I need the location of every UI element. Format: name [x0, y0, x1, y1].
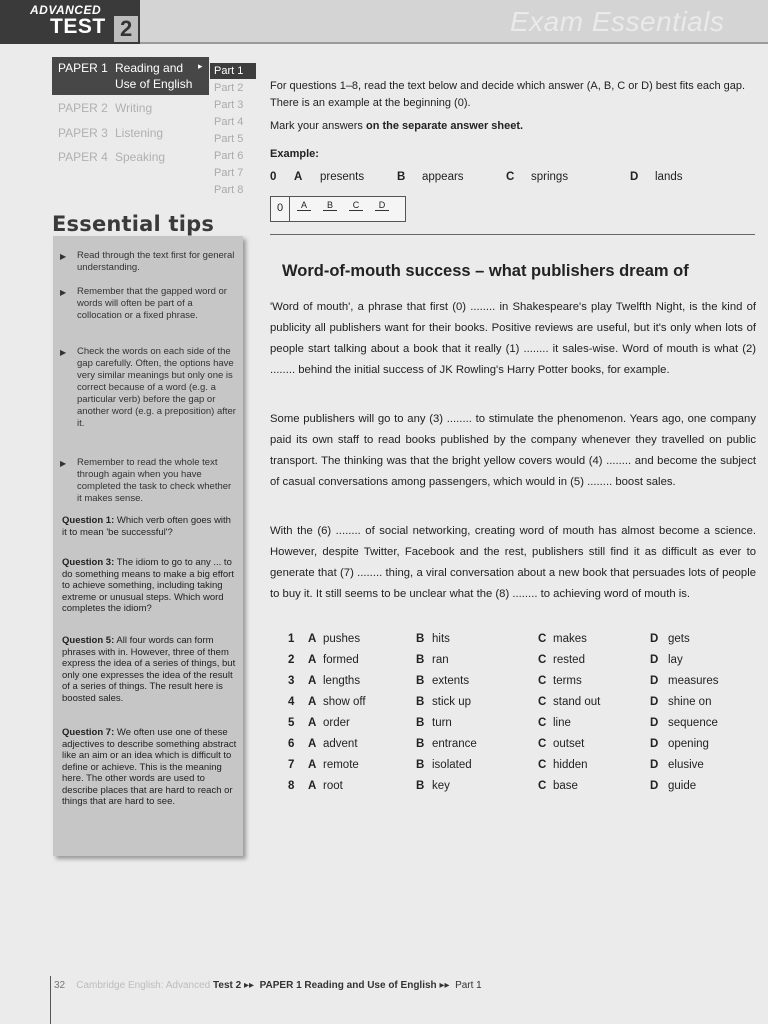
part-5-item[interactable]: Part 5	[214, 133, 244, 145]
test-number: 2	[120, 16, 133, 41]
option-c: terms	[553, 675, 582, 687]
tip-2: Remember that the gapped word or words will often be part of a collocation or a fixed phrase.	[77, 286, 227, 321]
option-letter-d: D	[650, 738, 659, 750]
option-letter-c: C	[538, 780, 547, 792]
option-letter-d: D	[650, 717, 659, 729]
question-number: 6	[288, 738, 295, 750]
option-letter-b: B	[416, 717, 425, 729]
question-note-3-label: Question 3:	[62, 557, 115, 568]
question-number: 5	[288, 717, 295, 729]
question-number: 4	[288, 696, 295, 708]
footer-book: Cambridge English: Advanced	[76, 980, 211, 991]
example-option-a: presents	[320, 171, 365, 183]
article-paragraph-1: 'Word of mouth', a phrase that first (0) ........ in Shakespeare's play Twelfth Night, is the kind of publicity all publishers want for their books. Positive reviews are useful, but it's only when lots of people start talking about a book that it really (1) ........ it sales-wise. Word of mouth is what (2) ........ behind the initial success of JK Rowling's Harry Potter books, for example.	[270, 301, 756, 376]
part-4-item[interactable]: Part 4	[214, 116, 244, 128]
option-letter-b: B	[416, 759, 425, 771]
footer-test: Test 2	[213, 980, 242, 991]
advanced-label: ADVANCED	[30, 3, 102, 17]
footer-paper-name: Reading and Use of English	[304, 980, 437, 991]
answer-box-option-a: A	[297, 200, 311, 211]
option-a: advent	[323, 738, 358, 750]
question-number: 3	[288, 675, 295, 687]
article-title: Word-of-mouth success – what publishers dream of	[282, 262, 689, 280]
paper-4-item[interactable]	[58, 150, 208, 164]
option-c: stand out	[553, 696, 601, 708]
option-d: shine on	[668, 696, 712, 708]
tip-4: Remember to read the whole text through again when you have completed the task to check whether it makes sense.	[77, 457, 232, 504]
option-a: formed	[323, 654, 359, 666]
option-letter-c: C	[538, 759, 547, 771]
page-number: 32	[54, 980, 66, 991]
answer-box-option-d: D	[375, 200, 389, 211]
option-a: lengths	[323, 675, 361, 687]
option-letter-b: B	[416, 675, 425, 687]
answer-row	[288, 696, 758, 716]
option-letter-a: A	[308, 633, 317, 645]
bullet-icon: ▶	[60, 252, 67, 261]
option-letter-a: A	[308, 759, 317, 771]
mark-answers-prefix: Mark your answers	[270, 120, 366, 132]
arrow-right-icon: ▸	[198, 61, 203, 71]
option-c: hidden	[553, 759, 588, 771]
tip-3: Check the words on each side of the gap carefully. Often, the options have very similar meanings but only one is correct because of a word (e.g. a particular verb) before the gap or another word (e.g. a preposition) after it.	[77, 346, 236, 429]
question-note-7	[62, 727, 238, 808]
paper-2-label: PAPER 2	[58, 101, 108, 115]
example-option-d: lands	[655, 171, 683, 183]
answer-row	[288, 654, 758, 674]
paper-1-name: Reading and Use of English	[115, 61, 193, 91]
option-letter-a: A	[308, 675, 317, 687]
bullet-icon: ▶	[60, 288, 67, 297]
paper-4-label: PAPER 4	[58, 150, 108, 164]
answer-box-divider	[289, 197, 290, 221]
option-d: guide	[668, 780, 697, 792]
question-note-5-text: All four words can form phrases with in. However, three of them express the idea of a series of things, but only one expresses the idea of the result of a series of things. The result here is boosted sales.	[62, 635, 236, 704]
part-2-item[interactable]: Part 2	[214, 82, 244, 94]
option-a: remote	[323, 759, 359, 771]
question-note-5-label: Question 5:	[62, 635, 115, 646]
option-letter-c: C	[538, 717, 547, 729]
option-letter-c: C	[538, 738, 547, 750]
option-c: rested	[553, 654, 585, 666]
paper-3-item[interactable]	[58, 126, 208, 140]
option-b: hits	[432, 633, 450, 645]
example-letter-a: A	[294, 171, 303, 183]
option-a: order	[323, 717, 350, 729]
question-note-3	[62, 557, 238, 615]
answer-box-option-b: B	[323, 200, 337, 211]
option-b: stick up	[432, 696, 471, 708]
question-number: 1	[288, 633, 295, 645]
question-note-3-text: The idiom to go to any ... to do something means to make a big effort to achieve something, including taking extreme or unusual steps. Which word completes the idiom?	[62, 557, 234, 614]
example-letter-c: C	[506, 171, 515, 183]
mark-answers-text	[270, 120, 523, 132]
footer-bar	[50, 976, 51, 1024]
paper-2-name: Writing	[115, 101, 153, 115]
option-b: entrance	[432, 738, 477, 750]
option-b: turn	[432, 717, 452, 729]
option-c: makes	[553, 633, 587, 645]
question-note-1	[62, 515, 238, 538]
example-number: 0	[270, 171, 277, 183]
footer	[54, 980, 482, 991]
question-note-1-label: Question 1:	[62, 515, 115, 526]
option-letter-c: C	[538, 675, 547, 687]
question-note-7-text: We often use one of these adjectives to describe something abstract like an aim or an idea which is difficult to define or achieve. This is the meaning here. The other words are used to describe places that are hard to reach or things that are hard to see.	[62, 727, 237, 807]
example-label: Example:	[270, 148, 319, 160]
option-letter-d: D	[650, 696, 659, 708]
answer-box-option-c: C	[349, 200, 363, 211]
option-a: show off	[323, 696, 366, 708]
answer-box-zero: 0	[277, 202, 284, 214]
answer-row	[288, 759, 758, 779]
question-number: 7	[288, 759, 295, 771]
option-letter-a: A	[308, 696, 317, 708]
option-letter-d: D	[650, 780, 659, 792]
option-letter-a: A	[308, 738, 317, 750]
answer-row	[288, 717, 758, 737]
option-b: ran	[432, 654, 449, 666]
question-number: 8	[288, 780, 295, 792]
option-letter-c: C	[538, 633, 547, 645]
option-letter-c: C	[538, 696, 547, 708]
footer-arrow-icon: ▸▸	[439, 980, 450, 991]
option-a: pushes	[323, 633, 361, 645]
footer-paper: PAPER 1	[259, 980, 302, 991]
article-paragraph-2: Some publishers will go to any (3) ........ to stimulate the phenomenon. Years ago, one company paid its own staff to read books published by the company whenever they travelled on public transport. The thinking was that the bright yellow covers would (4) ........ and become the subject of casual conversations among passengers, which would in (5) ........ boost sales.	[270, 413, 756, 488]
bullet-icon: ▶	[60, 459, 67, 468]
option-d: lay	[668, 654, 683, 666]
option-letter-d: D	[650, 759, 659, 771]
option-letter-b: B	[416, 780, 425, 792]
option-d: opening	[668, 738, 709, 750]
option-letter-d: D	[650, 633, 659, 645]
option-letter-c: C	[538, 654, 547, 666]
paper-1-item[interactable]	[52, 57, 209, 95]
section-title: Exam Essentials	[510, 6, 725, 37]
paper-2-item[interactable]	[58, 101, 208, 115]
example-letter-b: B	[397, 171, 406, 183]
option-c: base	[553, 780, 578, 792]
bullet-icon: ▶	[60, 348, 67, 357]
part-1-item[interactable]: Part 1	[210, 63, 256, 79]
part-6-item[interactable]: Part 6	[214, 150, 244, 162]
option-b: key	[432, 780, 450, 792]
part-7-item[interactable]: Part 7	[214, 167, 244, 179]
tip-1: Read through the text first for general understanding.	[77, 250, 235, 273]
example-letter-d: D	[630, 171, 639, 183]
paper-3-name: Listening	[115, 126, 164, 140]
option-c: line	[553, 717, 571, 729]
option-d: gets	[668, 633, 690, 645]
answer-row	[288, 738, 758, 758]
test-label: TEST	[50, 15, 106, 38]
answer-row	[288, 633, 758, 653]
mark-answers-bold: on the separate answer sheet.	[365, 120, 524, 132]
example-option-b: appears	[422, 171, 464, 183]
instructions-text: For questions 1–8, read the text below and decide which answer (A, B, C or D) best fits each gap. There is an example at the beginning (0).	[270, 80, 746, 109]
option-d: measures	[668, 675, 719, 687]
option-letter-b: B	[416, 654, 425, 666]
question-note-7-label: Question 7:	[62, 727, 115, 738]
option-d: elusive	[668, 759, 704, 771]
article-paragraph-3: With the (6) ........ of social networking, creating word of mouth has almost become a science. However, despite Twitter, Facebook and the rest, publishers still find it as difficult as ever to generate that (7) ........ thing, a viral conversation about a new book that persuades lots of people to buy it. It still seems to be unclear what the (8) ........ to achieving word of mouth is.	[270, 525, 756, 600]
option-a: root	[323, 780, 343, 792]
divider-line	[270, 234, 755, 235]
option-c: outset	[553, 738, 585, 750]
example-answer-box	[270, 196, 406, 222]
option-letter-b: B	[416, 696, 425, 708]
footer-arrow-icon: ▸▸	[243, 980, 255, 991]
option-d: sequence	[668, 717, 718, 729]
option-letter-d: D	[650, 675, 659, 687]
part-8-item[interactable]: Part 8	[214, 184, 244, 196]
paper-1-label: PAPER 1	[58, 61, 108, 75]
option-letter-a: A	[308, 717, 317, 729]
option-letter-a: A	[308, 654, 317, 666]
option-letter-b: B	[416, 633, 425, 645]
footer-part: Part 1	[455, 980, 482, 991]
question-note-5	[62, 635, 238, 704]
option-b: extents	[432, 675, 470, 687]
answer-row	[288, 675, 758, 695]
option-letter-d: D	[650, 654, 659, 666]
option-letter-a: A	[308, 780, 317, 792]
question-note-1-text: Which verb often goes with it to mean 'be successful'?	[62, 515, 231, 538]
paper-4-name: Speaking	[115, 150, 166, 164]
tips-title: Essential tips	[52, 212, 215, 236]
part-3-item[interactable]: Part 3	[214, 99, 244, 111]
example-option-c: springs	[531, 171, 569, 183]
answer-row	[288, 780, 758, 800]
option-b: isolated	[432, 759, 472, 771]
option-letter-b: B	[416, 738, 425, 750]
paper-3-label: PAPER 3	[58, 126, 108, 140]
question-number: 2	[288, 654, 295, 666]
